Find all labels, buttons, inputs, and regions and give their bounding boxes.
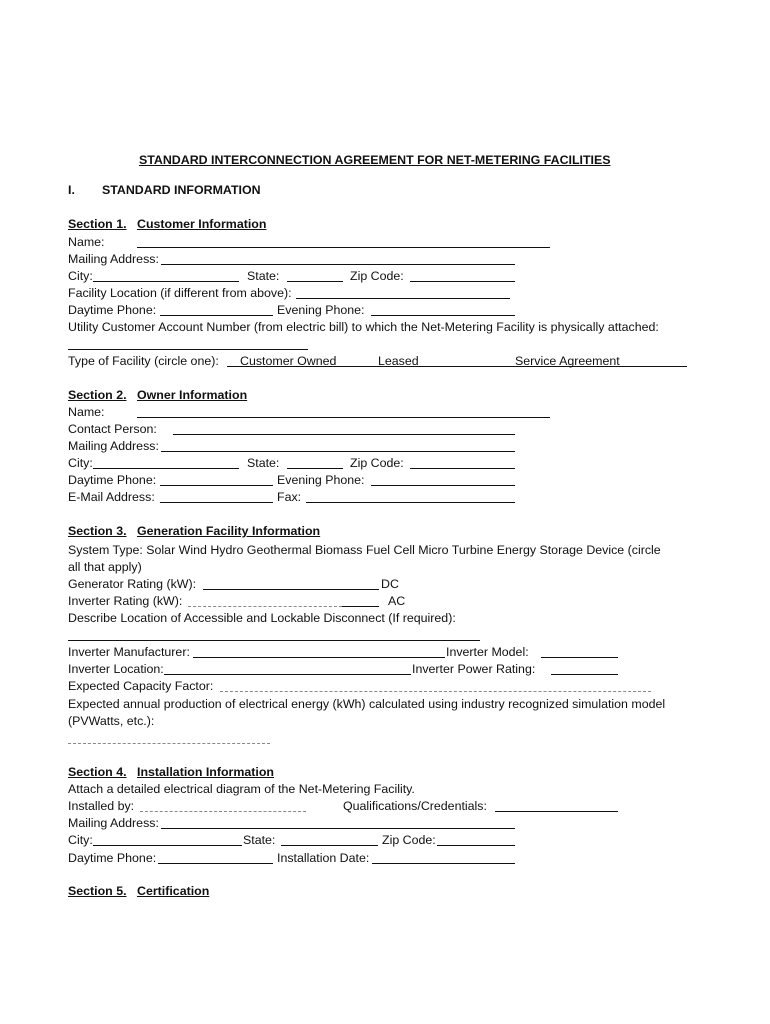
customer-city-label: City: [68, 269, 93, 283]
account-number-label: Utility Customer Account Number (from electric bill) to which the Net-Metering Facility is physically attached: [68, 320, 659, 334]
installer-city-label: City: [68, 833, 93, 847]
section5-heading: Certification [137, 884, 210, 898]
customer-evening-label: Evening Phone: [277, 303, 365, 317]
attach-diagram-note: Attach a detailed electrical diagram of the Net-Metering Facility. [68, 782, 415, 796]
section4-heading: Installation Information [137, 765, 274, 779]
qualifications-label: Qualifications/Credentials: [343, 799, 487, 813]
system-type-label[interactable]: System Type: Solar Wind Hydro Geothermal Biomass Fuel Cell Micro Turbine Energy Storage Device (circle [68, 543, 661, 557]
generator-rating-field[interactable] [203, 589, 379, 590]
inverter-rating-label: Inverter Rating (kW): [68, 594, 183, 608]
installer-mailing-label: Mailing Address: [68, 816, 159, 830]
owner-daytime-label: Daytime Phone: [68, 473, 157, 487]
installer-zip-label: Zip Code: [382, 833, 436, 847]
capacity-factor-field[interactable] [220, 691, 651, 692]
annual-production-field[interactable] [68, 743, 270, 744]
customer-daytime-field[interactable] [160, 315, 273, 316]
installer-city-field[interactable] [93, 845, 242, 846]
section5-number: Section 5. [68, 884, 127, 898]
owner-mailing-label: Mailing Address: [68, 439, 159, 453]
inverter-power-rating-field[interactable] [551, 674, 618, 675]
customer-city-field[interactable] [93, 281, 239, 282]
disconnect-location-field[interactable] [68, 640, 480, 641]
system-type-label-cont: all that apply) [68, 560, 142, 574]
facility-type-label: Type of Facility (circle one): [68, 354, 219, 368]
owner-evening-field[interactable] [371, 485, 515, 486]
installation-date-label: Installation Date: [277, 851, 370, 865]
installer-daytime-label: Daytime Phone: [68, 851, 157, 865]
owner-name-label: Name: [68, 405, 105, 419]
owner-zip-field[interactable] [410, 468, 515, 469]
inverter-rating-field-end [342, 606, 379, 607]
inverter-location-label: Inverter Location: [68, 662, 164, 676]
owner-email-label: E-Mail Address: [68, 490, 155, 504]
customer-evening-field[interactable] [371, 315, 515, 316]
owner-city-label: City: [68, 456, 93, 470]
inverter-location-field[interactable] [164, 674, 411, 675]
installed-by-label: Installed by: [68, 799, 135, 813]
installer-state-label: State: [243, 833, 276, 847]
capacity-factor-label: Expected Capacity Factor: [68, 679, 214, 693]
owner-fax-field[interactable] [306, 502, 515, 503]
facility-location-field[interactable] [296, 298, 510, 299]
section1-heading: Customer Information [137, 217, 267, 231]
section1-number: Section 1. [68, 217, 127, 231]
annual-production-label-cont: (PVWatts, etc.): [68, 714, 155, 728]
installer-daytime-field[interactable] [158, 863, 273, 864]
generator-rating-label: Generator Rating (kW): [68, 577, 197, 591]
section3-number: Section 3. [68, 524, 127, 538]
facility-location-label: Facility Location (if different from above): [68, 286, 292, 300]
inverter-rating-field[interactable] [188, 606, 342, 607]
inverter-model-label: Inverter Model: [446, 645, 529, 659]
annual-production-label: Expected annual production of electrical energy (kWh) calculated using industry recognized simulation model [68, 697, 666, 711]
customer-name-label: Name: [68, 235, 105, 249]
account-number-field[interactable] [68, 349, 308, 350]
customer-mailing-field[interactable] [161, 264, 515, 265]
owner-email-field[interactable] [160, 502, 273, 503]
part-title: STANDARD INFORMATION [102, 183, 261, 197]
owner-evening-label: Evening Phone: [277, 473, 365, 487]
document-title: STANDARD INTERCONNECTION AGREEMENT FOR NET-METERING FACILITIES [139, 153, 611, 167]
inverter-manufacturer-field[interactable] [193, 657, 445, 658]
section2-heading: Owner Information [137, 388, 248, 402]
owner-state-label: State: [247, 456, 280, 470]
customer-name-field[interactable] [137, 247, 550, 248]
inverter-manufacturer-label: Inverter Manufacturer: [68, 645, 190, 659]
owner-contact-label: Contact Person: [68, 422, 157, 436]
inverter-power-rating-label: Inverter Power Rating: [412, 662, 536, 676]
qualifications-field[interactable] [495, 811, 618, 812]
owner-zip-label: Zip Code: [350, 456, 404, 470]
installer-zip-field[interactable] [437, 845, 515, 846]
customer-mailing-label: Mailing Address: [68, 252, 159, 266]
owner-daytime-field[interactable] [160, 485, 273, 486]
facility-type-customer-owned[interactable]: Customer Owned [240, 354, 337, 368]
part-number: I. [68, 183, 75, 197]
owner-state-field[interactable] [287, 468, 343, 469]
section2-number: Section 2. [68, 388, 127, 402]
customer-zip-label: Zip Code: [350, 269, 404, 283]
owner-contact-field[interactable] [173, 434, 515, 435]
installer-mailing-field[interactable] [161, 828, 515, 829]
section4-number: Section 4. [68, 765, 127, 779]
owner-mailing-field[interactable] [161, 451, 515, 452]
facility-type-service-agreement[interactable]: Service Agreement [515, 354, 620, 368]
owner-fax-label: Fax: [277, 490, 302, 504]
section3-heading: Generation Facility Information [137, 524, 321, 538]
owner-name-field[interactable] [137, 417, 550, 418]
disconnect-location-label: Describe Location of Accessible and Lockable Disconnect (If required): [68, 611, 456, 625]
owner-city-field[interactable] [93, 468, 239, 469]
facility-type-leased[interactable]: Leased [378, 354, 419, 368]
installed-by-field[interactable] [140, 811, 306, 812]
customer-state-field[interactable] [287, 281, 343, 282]
customer-state-label: State: [247, 269, 280, 283]
installer-state-field[interactable] [281, 845, 378, 846]
generator-rating-unit: DC [381, 577, 399, 591]
inverter-model-field[interactable] [541, 657, 618, 658]
installation-date-field[interactable] [372, 863, 515, 864]
inverter-rating-unit: AC [388, 594, 406, 608]
customer-daytime-label: Daytime Phone: [68, 303, 157, 317]
customer-zip-field[interactable] [410, 281, 515, 282]
